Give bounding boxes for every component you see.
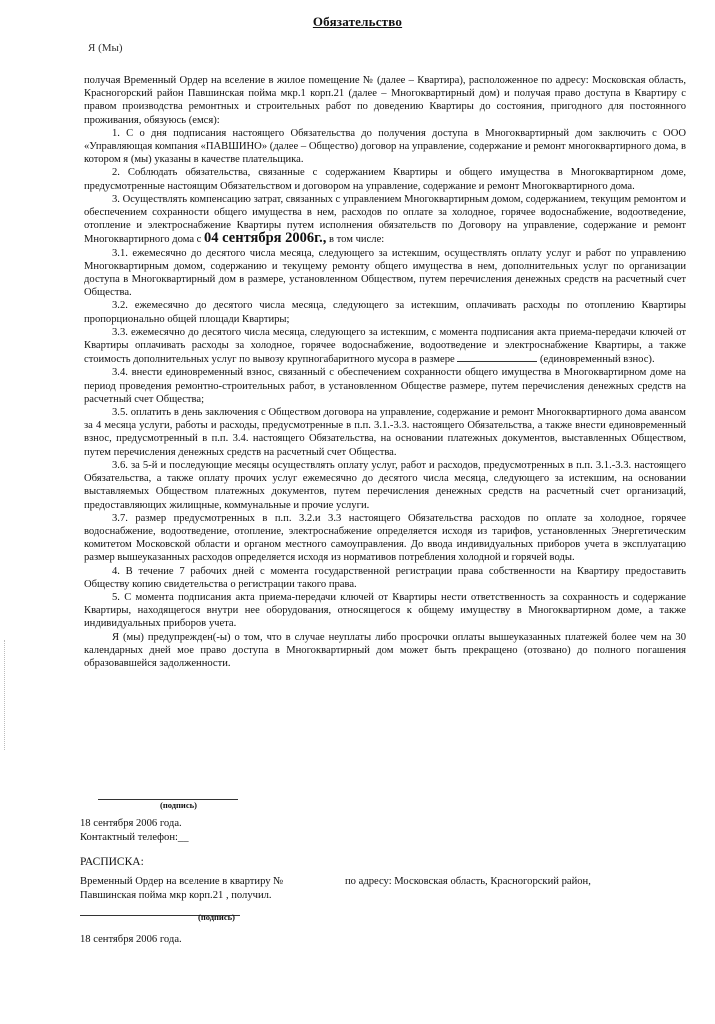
intro-paragraph: получая Временный Ордер на вселение в жилое помещение № (далее – Квартира), расположенное по адресу: Московская область, Красногорский район Павшинская пойма мкр.1 корп.21 (далее – Многоквартирный дом) и получая право доступа в Квартиру с правом производства ремонтных и строительных работ по доведению Квартиры до состояния, пригодного для постоянного проживания, обязуюсь (емся):	[84, 75, 686, 126]
item-3-6: 3.6. за 5-й и последующие месяцы осуществлять оплату услуг, работ и расходов, предусмотренных в п.п. 3.1.-3.3. настоящего Обязательства, а также оплату прочих услуг ежемесячно до десятого числа месяца, следующего за истекшим, на основании выставляемых Обществом платежных документов, путем перечисления денежных средств на расчетный счет организаций, предоставляющих жилищные, коммунальные и прочие услуги.	[84, 459, 686, 511]
item-3-3-text: 3.3. ежемесячно до десятого числа месяца, следующего за истекшим, с момента подписания акта приема-передачи ключей от Квартиры оплачивать расходы за холодное, горячее водоснабжение, водоотведение и электроснабжение Квартиры, а также стоимость дополнительных услуг по вывозу крупногабаритного мусора в размере	[84, 326, 686, 366]
receipt-date: 18 сентября 2006 года.	[80, 934, 182, 945]
obligation-body	[84, 74, 686, 670]
item-3-2: 3.2. ежемесячно до десятого числа месяца, следующего за истекшим, оплачивать расходы по отоплению Квартиры пропорционально общей площади Квартиры;	[84, 300, 686, 325]
warning-paragraph: Я (мы) предупрежден(-ы) о том, что в случае неуплаты либо просрочки оплаты вышеуказанных платежей более чем на 30 календарных дней мое право доступа в Многоквартирный дом может быть прекращено (отозвано) до полного погашения образовавшейся задолженности.	[84, 631, 686, 669]
item-3	[84, 193, 686, 247]
contact-phone-label: Контактный телефон:__	[80, 832, 189, 843]
item-1: 1. С о дня подписания настоящего Обязательства до получения доступа в Многоквартирный дом заключить с ООО «Управляющая компания «ПАВШИНО» (далее – Общество) договор на управление, содержание и ремонт многоквартирного дома, в котором я (мы) указаны в качестве плательщика.	[84, 127, 686, 166]
signature-label: (подпись)	[160, 800, 197, 810]
item-3-4: 3.4. внести единовременный взнос, связанный с обеспечением сохранности общего имущества в Многоквартирном доме на период проведения ремонтно-строительных работ, в установленном Обществе размере, путем перечисления денежных средств на расчетный счет Общества;	[84, 367, 686, 405]
item-3-3-tail: (единовременный взнос).	[540, 354, 655, 366]
item-3-3	[84, 326, 686, 367]
item-3-1: 3.1. ежемесячно до десятого числа месяца, следующего за истекшим, осуществлять оплату услуг и работ по управлению Многоквартирным домом, содержанию и текущему ремонту общего имущества в нем, дополнительных услуг по организации доступа в Многоквартирный дом в размере, установленном Обществом, путем перечисления денежных средств на расчетный счет Общества.	[84, 247, 686, 299]
opening-fragment: Я (Мы)	[88, 42, 123, 54]
receipt-signature-label: (подпись)	[198, 912, 235, 922]
item-3-text: 3. Осуществлять компенсацию затрат, связанных с управлением Многоквартирным домом, содержанием, текущим ремонтом и обеспечением сохранности общего имущества в нем, расходов по оплате за холодное, горячее водоснабжение, водоотведение, отопление и электроснабжение Квартиры путем исполнения обязательств по Договору на управление, содержание и ремонт Многоквартирного дома с	[84, 193, 686, 246]
receipt-line-1: Временный Ордер на вселение в квартиру №	[80, 876, 284, 887]
receipt-address: по адресу: Московская область, Красногорский район,	[345, 876, 591, 887]
item-3-date: 04 сентября 2006г.,	[204, 230, 327, 247]
item-3-7: 3.7. размер предусмотренных в п.п. 3.2.и 3.3 настоящего Обязательства расходов по оплате за холодное, горячее водоснабжение, водоотведение, отопление, электроснабжение определяется исходя из тарифов, установленных Энергетическим комитетом Московской области и органом местного самоуправления. До ввода индивидуальных приборов учета в эксплуатацию размер вышеуказанных расходов определяется исходя из нормативов потребления холодной и горячей воды.	[84, 512, 686, 564]
signature-date: 18 сентября 2006 года.	[80, 818, 182, 829]
scan-margin-mark	[4, 640, 9, 750]
item-2: 2. Соблюдать обязательства, связанные с содержанием Квартиры и общего имущества в Многоквартирном доме, предусмотренные настоящим Обязательством и договором на управление, содержание и ремонт Многоквартирного дома.	[84, 167, 686, 192]
receipt-line-2: Павшинская пойма мкр корп.21 , получил.	[80, 890, 272, 901]
item-3-5: 3.5. оплатить в день заключения с Обществом договора на управление, содержание и ремонт Многоквартирного дома авансом за 4 месяца услуги, работы и расходы, предусмотренные в п.п. 3.1.-3.3. настоящего Обязательства, а также внести единовременный взнос, предусмотренный в п.п. 3.4. настоящего Обязательства, на основании платежных документов, выставленных Обществом, путем перечисления денежных средств на расчетный счет Общества.	[84, 407, 686, 458]
item-3-tail: в том числе:	[329, 234, 385, 246]
item-4: 4. В течение 7 рабочих дней с момента государственной регистрации права собственности на Квартиру предоставить Обществу копию свидетельства о регистрации такого права.	[84, 565, 686, 590]
amount-blank	[457, 352, 537, 362]
item-5: 5. С момента подписания акта приема-передачи ключей от Квартиры нести ответственность за сохранность и содержание Квартиры, находящегося внутри нее оборудования, относящегося к общему имуществу в Многоквартирном доме, а также индивидуальных приборов учета.	[84, 591, 686, 630]
receipt-heading: РАСПИСКА:	[80, 856, 144, 868]
document-title: Обязательство	[312, 14, 403, 29]
